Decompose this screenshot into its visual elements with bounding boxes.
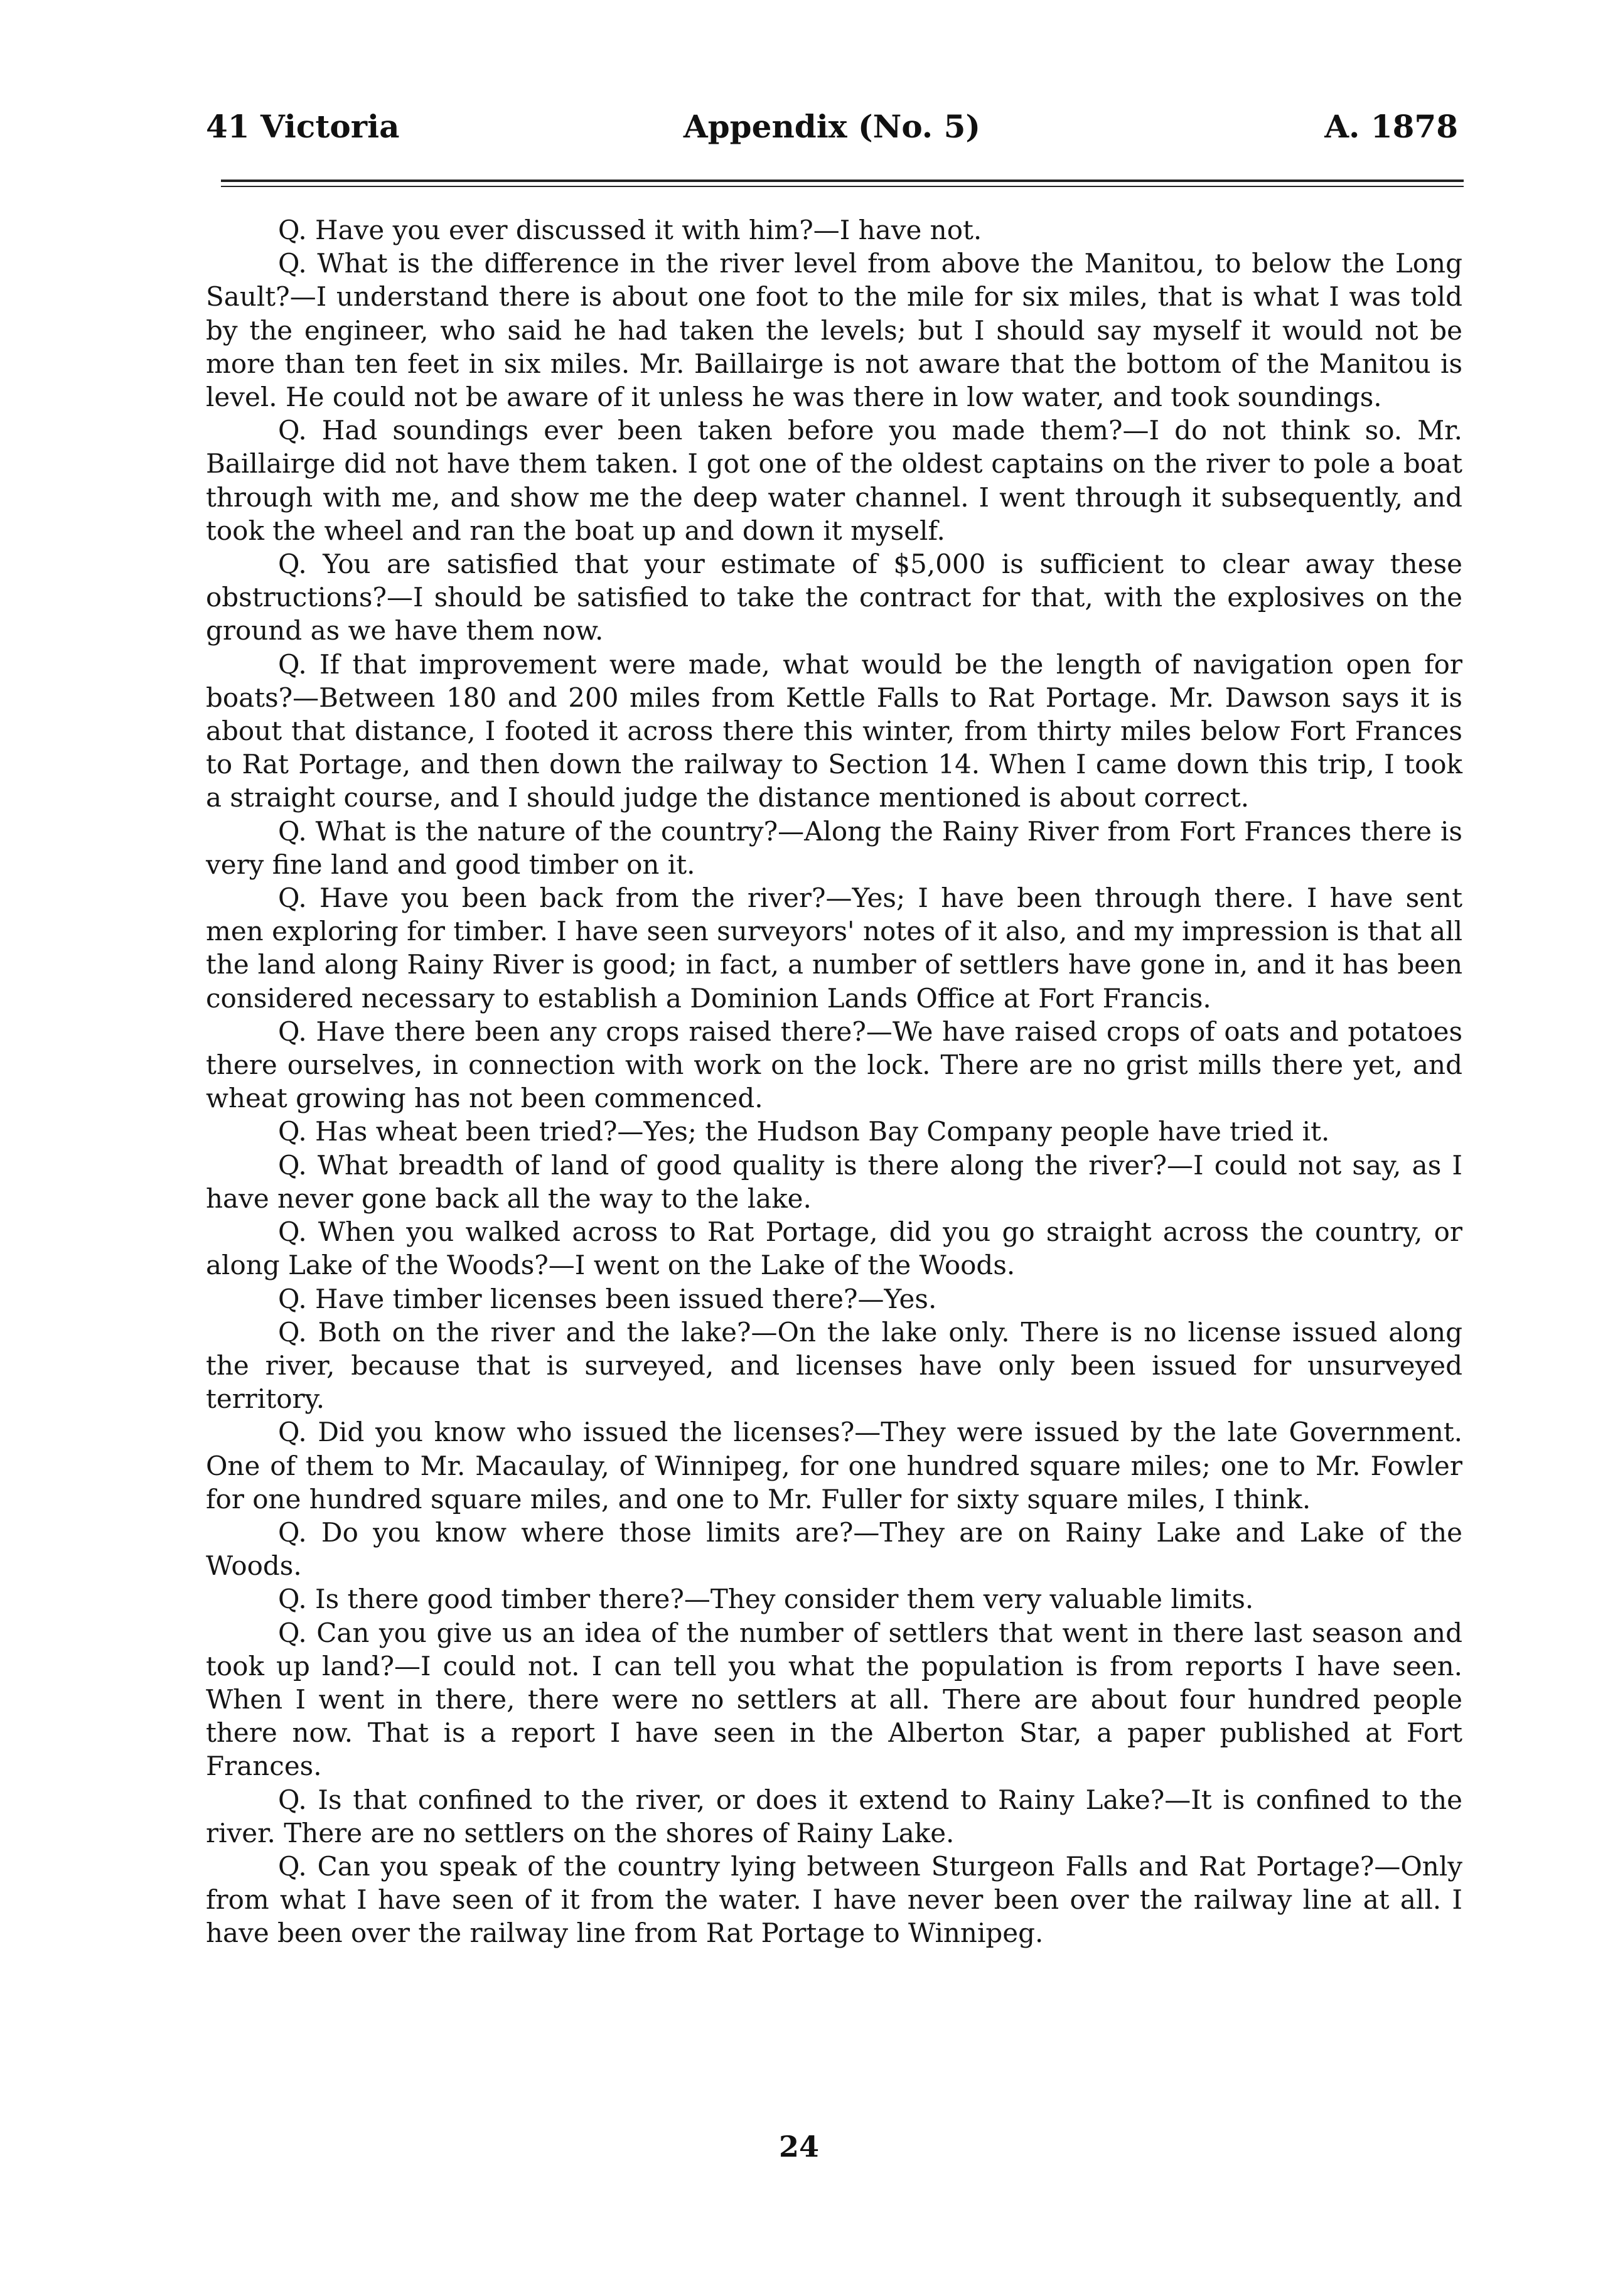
qa-paragraph: Q. You are satisfied that your estimate of $5,000 is sufficient to clear away these obstructions?—I should be satisfied to take the contract for that, with the explosives on the ground as we have them now. <box>206 549 1462 646</box>
qa-paragraph: Q. Had soundings ever been taken before you made them?—I do not think so. Mr. Baillairge did not have them taken. I got one of the oldest captains on the river to pole a boat through with me, and show me the deep water channel. I went through it subsequently, and took the wheel and ran the boat up and down it myself. <box>206 415 1462 546</box>
qa-paragraph: Q. Have timber licenses been issued there?—Yes. <box>278 1283 937 1314</box>
running-header <box>206 108 1458 152</box>
qa-paragraph: Q. Both on the river and the lake?—On the lake only. There is no license issued along the river, because that is surveyed, and licenses have only been issued for unsurveyed territory. <box>206 1316 1462 1415</box>
qa-paragraph: Q. Did you know who issued the licenses?—They were issued by the late Government. One of them to Mr. Macaulay, of Winnipeg, for one hundred square miles; one to Mr. Fowler for one hundred square miles, and one to Mr. Fuller for sixty square miles, I think. <box>206 1417 1462 1515</box>
qa-paragraph: Q. Have there been any crops raised there?—We have raised crops of oats and potatoes there ourselves, in connection with work on the lock. There are no grist mills there yet, and wheat growing has not been commenced. <box>206 1016 1462 1114</box>
qa-paragraph: Q. When you walked across to Rat Portage, did you go straight across the country, or along Lake of the Woods?—I went on the Lake of the Woods. <box>206 1216 1462 1281</box>
qa-paragraph: Q. Have you ever discussed it with him?—I have not. <box>278 215 982 245</box>
qa-paragraph: Q. Do you know where those limits are?—They are on Rainy Lake and Lake of the Woods. <box>206 1516 1462 1582</box>
testimony-body <box>206 213 1462 1950</box>
header-appendix: Appendix (No. 5) <box>683 108 981 145</box>
qa-paragraph: Q. If that improvement were made, what would be the length of navigation open for boats?—Between 180 and 200 miles from Kettle Falls to Rat Portage. Mr. Dawson says it is about that distance, I footed it across there this winter, from thirty miles below Fort Frances to Rat Portage, and then down the railway to Section 14. When I came down this trip, I took a straight course, and I should judge the distance mentioned is about correct. <box>206 648 1462 813</box>
header-session: 41 Victoria <box>206 108 400 145</box>
qa-paragraph: Q. Has wheat been tried?—Yes; the Hudson Bay Company people have tried it. <box>278 1116 1330 1147</box>
qa-paragraph: Q. Have you been back from the river?—Yes; I have been through there. I have sent men exploring for timber. I have seen surveyors' notes of it also, and my impression is that all the land along Rainy River is good; in fact, a number of settlers have gone in, and it has been considered necessary to establish a Dominion Lands Office at Fort Francis. <box>206 882 1462 1014</box>
qa-paragraph: Q. What is the difference in the river level from above the Manitou, to below the Long Sault?—I understand there is about one foot to the mile for six miles, that is what I was told by the engineer, who said he had taken the levels; but I should say myself it would not be more than ten feet in six miles. Mr. Baillairge is not aware that the bottom of the Manitou is level. He could not be aware of it unless he was there in low water, and took soundings. <box>206 248 1462 413</box>
qa-paragraph: Q. What is the nature of the country?—Along the Rainy River from Fort Frances there is very fine land and good timber on it. <box>206 815 1462 880</box>
qa-paragraph: Q. Is there good timber there?—They consider them very valuable limits. <box>278 1584 1254 1615</box>
qa-paragraph: Q. Is that confined to the river, or does it extend to Rainy Lake?—It is confined to the river. There are no settlers on the shores of Rainy Lake. <box>206 1784 1462 1848</box>
page-number: 24 <box>778 2130 819 2164</box>
header-rule-thick <box>221 180 1464 182</box>
qa-paragraph: Q. Can you speak of the country lying between Sturgeon Falls and Rat Portage?—Only from what I have seen of it from the water. I have never been over the railway line at all. I have been over the railway line from Rat Portage to Winnipeg. <box>206 1850 1462 1949</box>
qa-paragraph: Q. Can you give us an idea of the number of settlers that went in there last season and took up land?—I could not. I can tell you what the population is from reports I have seen. When I went in there, there were no settlers at all. There are about four hundred people there now. That is a report I have seen in the Alberton Star, a paper published at Fort Frances. <box>206 1617 1462 1782</box>
header-year: A. 1878 <box>1324 108 1458 145</box>
header-rule-thin <box>221 186 1464 187</box>
qa-paragraph: Q. What breadth of land of good quality is there along the river?—I could not say, as I have never gone back all the way to the lake. <box>206 1149 1462 1214</box>
